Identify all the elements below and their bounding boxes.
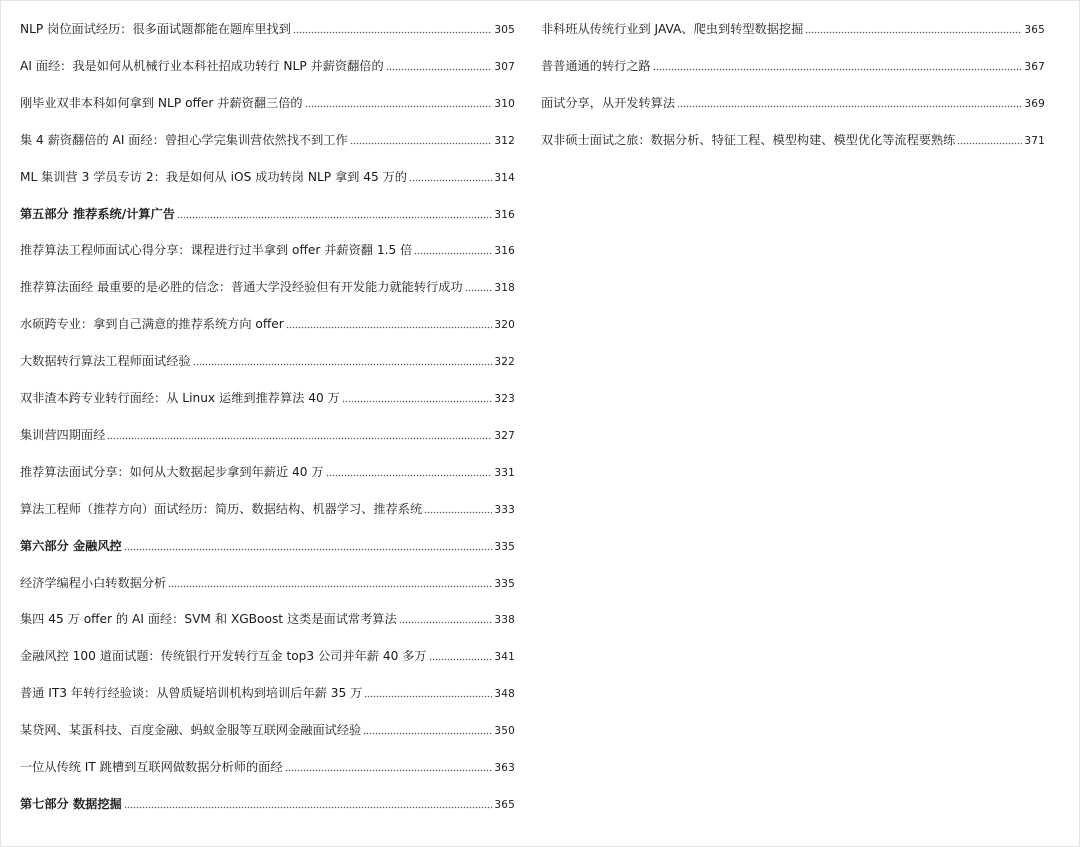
toc-entry[interactable] (20, 424, 515, 446)
toc-entry[interactable] (20, 719, 515, 741)
toc-page-number: 338 (494, 614, 515, 627)
toc-page-number: 314 (494, 171, 515, 184)
toc-dot-leader (414, 249, 492, 255)
toc-page-number: 307 (494, 60, 515, 73)
toc-dot-leader (350, 139, 493, 145)
toc-dot-leader (326, 471, 493, 477)
toc-page-number: 365 (494, 798, 515, 811)
toc-entry[interactable] (20, 55, 515, 77)
toc-entry-title: ML 集训营 3 学员专访 2：我是如何从 iOS 成功转岗 NLP 拿到 45 万的 (20, 169, 407, 184)
toc-entry-title: 第六部分 金融风控 (20, 538, 122, 553)
toc-page-number: 367 (1024, 60, 1045, 73)
toc-page-number: 335 (494, 540, 515, 553)
toc-entry[interactable] (541, 55, 1045, 77)
toc-entry-title: NLP 岗位面试经历：很多面试题都能在题库里找到 (20, 22, 291, 36)
toc-entry[interactable] (20, 645, 515, 667)
toc-dot-leader (653, 65, 1023, 71)
toc-entry[interactable] (20, 387, 515, 409)
toc-entry[interactable] (20, 461, 515, 483)
toc-dot-leader (286, 323, 493, 329)
toc-part-heading[interactable] (20, 793, 515, 815)
toc-part-heading[interactable] (20, 535, 515, 557)
toc-entry[interactable] (541, 18, 1045, 40)
toc-entry-title: 非科班从传统行业到 JAVA、爬虫到转型数据挖掘 (541, 22, 804, 36)
toc-page-number: 335 (494, 577, 515, 590)
toc-dot-leader (409, 176, 492, 182)
toc-entry-title: 推荐算法工程师面试心得分享：课程进行过半拿到 offer 并薪资翻 1.5 倍 (20, 243, 413, 258)
toc-entry-title: 集 4 薪资翻倍的 AI 面经：曾担心学完集训营依然找不到工作 (20, 132, 348, 147)
toc-page-number: 341 (494, 651, 515, 664)
toc-entry-title: 普普通通的转行之路 (541, 58, 651, 73)
toc-page-number: 331 (494, 466, 515, 479)
toc-part-heading[interactable] (20, 203, 515, 225)
toc-page-number: 316 (494, 245, 515, 258)
toc-entry-title: 经济学编程小白转数据分析 (20, 575, 167, 590)
toc-page-number: 323 (494, 393, 515, 405)
toc-dot-leader (677, 102, 1022, 108)
toc-page-number: 305 (494, 24, 515, 36)
toc-entry-title: 一位从传统 IT 跳槽到互联网做数据分析师的面经 (20, 760, 283, 774)
toc-entry[interactable] (541, 92, 1045, 114)
toc-entry-title: AI 面经：我是如何从机械行业本科社招成功转行 NLP 并薪资翻倍的 (20, 58, 384, 73)
toc-entry[interactable] (541, 129, 1045, 151)
toc-dot-leader (429, 655, 493, 661)
toc-page-number: 327 (494, 429, 515, 442)
toc-entry-title: 金融风控 100 道面试题：传统银行开发转行互金 top3 公司并年薪 40 多万 (20, 649, 427, 664)
toc-entry-title: 推荐算法面试分享：如何从大数据起步拿到年薪近 40 万 (20, 464, 324, 479)
toc-page-number: 363 (494, 762, 515, 774)
toc-page-number: 312 (494, 134, 515, 147)
toc-entry-title: 集训营四期面经 (20, 427, 106, 442)
toc-entry-title: 某贷网、某蛋科技、百度金融、蚂蚁金服等互联网金融面试经验 (20, 723, 362, 738)
toc-entry[interactable] (20, 18, 515, 40)
toc-page-number: 333 (494, 503, 515, 516)
toc-entry-title: 第七部分 数据挖掘 (20, 796, 122, 811)
toc-page-number: 316 (494, 208, 515, 221)
toc-dot-leader (168, 582, 492, 588)
toc-entry-title: 集四 45 万 offer 的 AI 面经：SVM 和 XGBoost 这类是面试常考算法 (20, 612, 397, 627)
toc-page-number: 318 (494, 282, 515, 295)
toc-page-number: 348 (494, 688, 515, 701)
toc-entry-title: 普通 IT3 年转行经验谈：从曾质疑培训机构到培训后年薪 35 万 (20, 686, 363, 701)
toc-dot-leader (342, 397, 493, 403)
toc-entry[interactable] (20, 498, 515, 520)
toc-dot-leader (177, 213, 492, 219)
toc-page-number: 350 (494, 725, 515, 738)
toc-dot-leader (285, 766, 493, 772)
toc-dot-leader (305, 102, 493, 108)
toc-entry-title: 算法工程师（推荐方向）面试经历：简历、数据结构、机器学习、推荐系统 (20, 501, 423, 516)
toc-entry[interactable] (20, 239, 515, 261)
toc-entry[interactable] (20, 129, 515, 151)
toc-dot-leader (424, 508, 492, 514)
toc-page-number: 310 (494, 97, 515, 110)
toc-entry-title: 刚毕业双非本科如何拿到 NLP offer 并薪资翻三倍的 (20, 95, 303, 110)
toc-dot-leader (363, 729, 492, 735)
toc-entry[interactable] (20, 166, 515, 188)
toc-dot-leader (399, 618, 493, 624)
toc-dot-leader (386, 65, 493, 71)
toc-entry[interactable] (20, 682, 515, 704)
toc-page-number: 322 (494, 356, 515, 369)
toc-dot-leader (805, 28, 1022, 34)
toc-dot-leader (193, 360, 493, 366)
toc-entry-title: 大数据转行算法工程师面试经验 (20, 354, 191, 369)
toc-entry[interactable] (20, 313, 515, 335)
toc-dot-leader (465, 286, 493, 292)
toc-entry[interactable] (20, 572, 515, 594)
toc-entry-title: 水硕跨专业：拿到自己满意的推荐系统方向 offer (20, 317, 284, 332)
toc-entry[interactable] (20, 756, 515, 778)
toc-entry-title: 面试分享，从开发转算法 (541, 95, 676, 110)
toc-dot-leader (124, 545, 493, 551)
toc-page-number: 365 (1024, 24, 1045, 36)
toc-page-number: 371 (1024, 134, 1045, 147)
toc-entry[interactable] (20, 92, 515, 114)
toc-entry-title: 第五部分 推荐系统/计算广告 (20, 206, 175, 221)
toc-dot-leader (293, 28, 492, 34)
toc-dot-leader (957, 139, 1022, 145)
toc-dot-leader (107, 434, 492, 440)
toc-entry-title: 双非渣本跨专业转行面经：从 Linux 运维到推荐算法 40 万 (20, 391, 340, 405)
toc-entry[interactable] (20, 350, 515, 372)
toc-entry-title: 双非硕士面试之旅：数据分析、特征工程、模型构建、模型优化等流程要熟练 (541, 132, 956, 147)
toc-entry-title: 推荐算法面经 最重要的是必胜的信念：普通大学没经验但有开发能力就能转行成功 (20, 280, 463, 295)
toc-page-number: 320 (494, 319, 515, 332)
toc-dot-leader (364, 692, 492, 698)
toc-entry[interactable] (20, 608, 515, 630)
toc-page-number: 369 (1024, 97, 1045, 110)
toc-dot-leader (124, 803, 493, 809)
toc-entry[interactable] (20, 276, 515, 298)
